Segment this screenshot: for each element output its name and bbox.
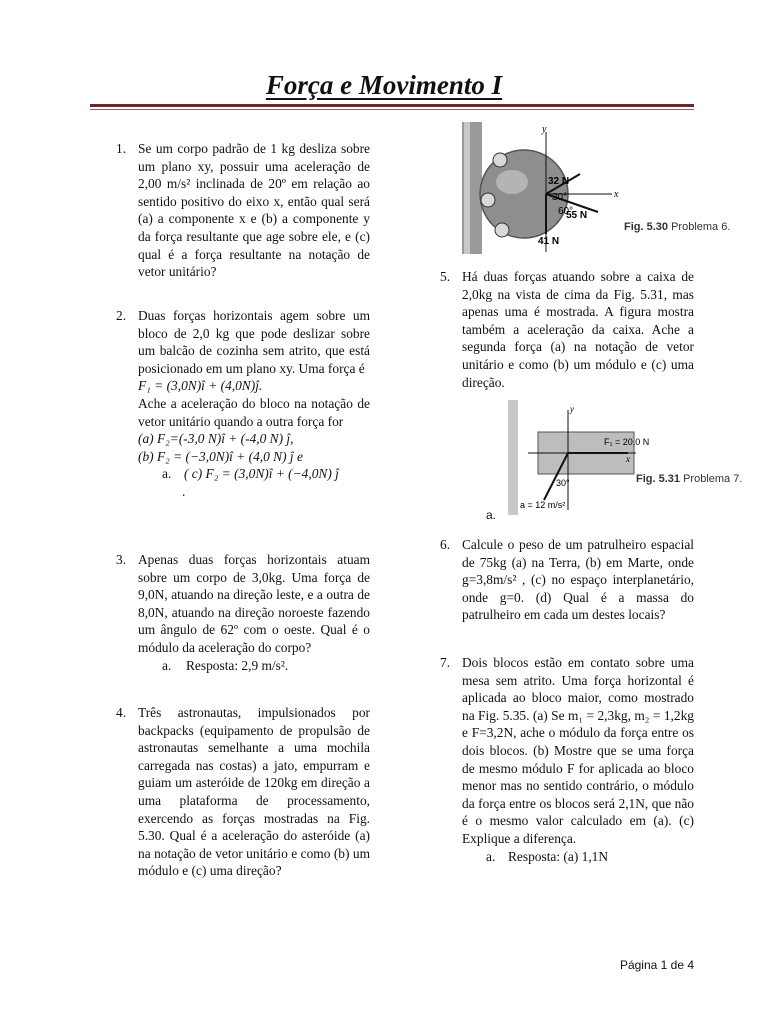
question-number: 4.	[116, 705, 127, 720]
force-f1: F₁ = (3,0N)î + (4,0N)ĵ.	[138, 378, 263, 394]
list-label: a.	[162, 657, 172, 673]
angle-label: 30°	[556, 478, 570, 488]
force-label: F₁ = 20,0 N	[604, 437, 650, 447]
list-label: a.	[486, 848, 496, 864]
figure-5-31-list-label	[486, 507, 506, 525]
title-rule-thick	[90, 104, 694, 107]
answer-row	[462, 848, 694, 866]
page-number: Página 1 de 4	[619, 958, 694, 972]
question-text: Há duas forças atuando sobre a caixa de 2,0kg na vista de cima da Fig. 5.31, mas apenas uma é mostrada. A figura mostra também a aceleração da caixa. Ache a segunda força (a) na notação de vetor unitário e como (b) um módulo e (c) uma direção.	[462, 269, 694, 390]
question-5	[440, 268, 694, 391]
axis-y-label: y	[542, 124, 547, 135]
axis-y-label: y	[570, 404, 574, 414]
question-text: Dois blocos estão em contato sobre uma mesa sem atrito. Uma força horizontal é aplicada ao bloco maior, como mostrado na Fig. 5.35. (a) Se m₁ = 2,3kg, m₂ = 1,2kg e F=3,2N, ache o módulo da força entre os dois blocos. (b) Mostre que se uma força de mesmo módulo F for aplicada ao bloco menor mas no sentido contrário, o módulo da força entre os blocos será 2,1N, que não é o mesmo valor calculado em (a). (c) Explique a diferença.	[462, 655, 694, 846]
figure-5-30	[462, 122, 622, 254]
label-f3: 41 N	[538, 236, 560, 247]
label-f2: 55 N	[566, 210, 588, 221]
question-1	[116, 140, 370, 281]
question-text: Calcule o peso de um patrulheiro espacial de 75kg (a) na Terra, (b) em Marte, onde g=3,8m/s² , (c) no espaço interplanetário, onde g=0. (d) Qual é a massa do patrulheiro em cada um destes locais?	[462, 537, 694, 623]
question-4	[116, 704, 370, 880]
angle-60: 60°	[558, 206, 574, 217]
question-number: 1.	[116, 141, 127, 156]
page-title: Força e Movimento I	[265, 70, 503, 100]
question-text: Apenas duas forças horizontais atuam sobre um corpo de 3,0kg. Uma força de 9,0N, atuando na direção leste, e a outra de 8,0N, atuando na direção noroeste fazendo um ângulo de 62º com o oeste. Qual é o módulo da aceleração do corpo?	[138, 552, 370, 655]
list-label: a.	[486, 508, 497, 522]
accel-label: a = 12 m/s²	[520, 500, 566, 510]
question-number: 3.	[116, 552, 127, 567]
force-option-c: ( c) F₂ = (3,0N)î + (−4,0N) ĵ	[184, 466, 339, 482]
angle-30: 30°	[552, 192, 568, 203]
caption-rest: Problema 7.	[683, 473, 743, 485]
axis-x-label: x	[614, 189, 619, 200]
force-option-b: (b) F₂ = (−3,0N)î + (4,0 N) ĵ e	[138, 448, 303, 464]
box-diagram	[508, 400, 650, 515]
list-label: a.	[162, 466, 172, 482]
figure-5-31	[508, 400, 650, 515]
astronaut-3	[495, 223, 509, 237]
caption-bold: Fig. 5.31	[636, 473, 681, 485]
figure-5-31-caption	[636, 473, 742, 485]
figure-5-30-caption	[624, 221, 730, 233]
asteroid-diagram	[462, 122, 622, 254]
question-number: 7.	[440, 655, 451, 670]
astronaut-2	[481, 193, 495, 207]
force-option-a: (a) F₂=(-3,0 N)î + (-4,0 N) ĵ,	[138, 431, 294, 447]
axis-x-label: x	[626, 454, 630, 464]
answer-row	[138, 657, 370, 675]
question-text: Duas forças horizontais agem sobre um bloco de 2,0 kg que pode deslizar sobre um balcão de cozinha sem atrito, que está posicionado em um plano xy. Uma força é	[138, 308, 370, 376]
answer-text: Resposta: 2,9 m/s².	[186, 657, 289, 673]
caption-bold: Fig. 5.30	[624, 221, 669, 233]
question-number: 2.	[116, 308, 127, 323]
question-text-2: Ache a aceleração do bloco na notação de vetor unitário quando a outra força for	[138, 395, 370, 429]
question-2	[116, 307, 370, 501]
question-number: 6.	[440, 537, 451, 552]
asteroid-shading	[496, 170, 528, 194]
caption-rest: Problema 6.	[671, 221, 731, 233]
question-number: 5.	[440, 269, 451, 284]
question-text: Três astronautas, impulsionados por backpacks (equipamento de propulsão de astronautas semelhante a uma mochila carregada nas costas) a jato, empurram e guiam um asteróide de 120kg em direção a uma plataforma de processamento, exercendo as forças mostradas na Fig. 5.30. Qual é a aceleração do asteróide (a) na notação de vetor unitário e como (b) um módulo e (c) uma direção?	[138, 705, 370, 879]
wall-highlight	[464, 122, 470, 254]
question-3	[116, 551, 370, 674]
trailing-dot: .	[182, 483, 186, 499]
astronaut-1	[493, 153, 507, 167]
surface-strip	[508, 400, 518, 515]
label-f1: 32 N	[548, 176, 570, 187]
answer-text: Resposta: (a) 1,1N	[508, 848, 609, 864]
question-text: Se um corpo padrão de 1 kg desliza sobre um plano xy, possuir uma aceleração de 2,00 m/s² inclinada de 20º em relação ao sentido positivo do eixo x, então qual será (a) a componente x e (b) a componente y da força resultante que age sobre ele, e (c) qual é a força resultante na notação de vetor unitário?	[138, 141, 370, 280]
title-rule-thin	[90, 109, 694, 110]
question-6	[440, 536, 694, 624]
force-option-c-row	[138, 465, 370, 483]
question-7	[440, 654, 694, 865]
